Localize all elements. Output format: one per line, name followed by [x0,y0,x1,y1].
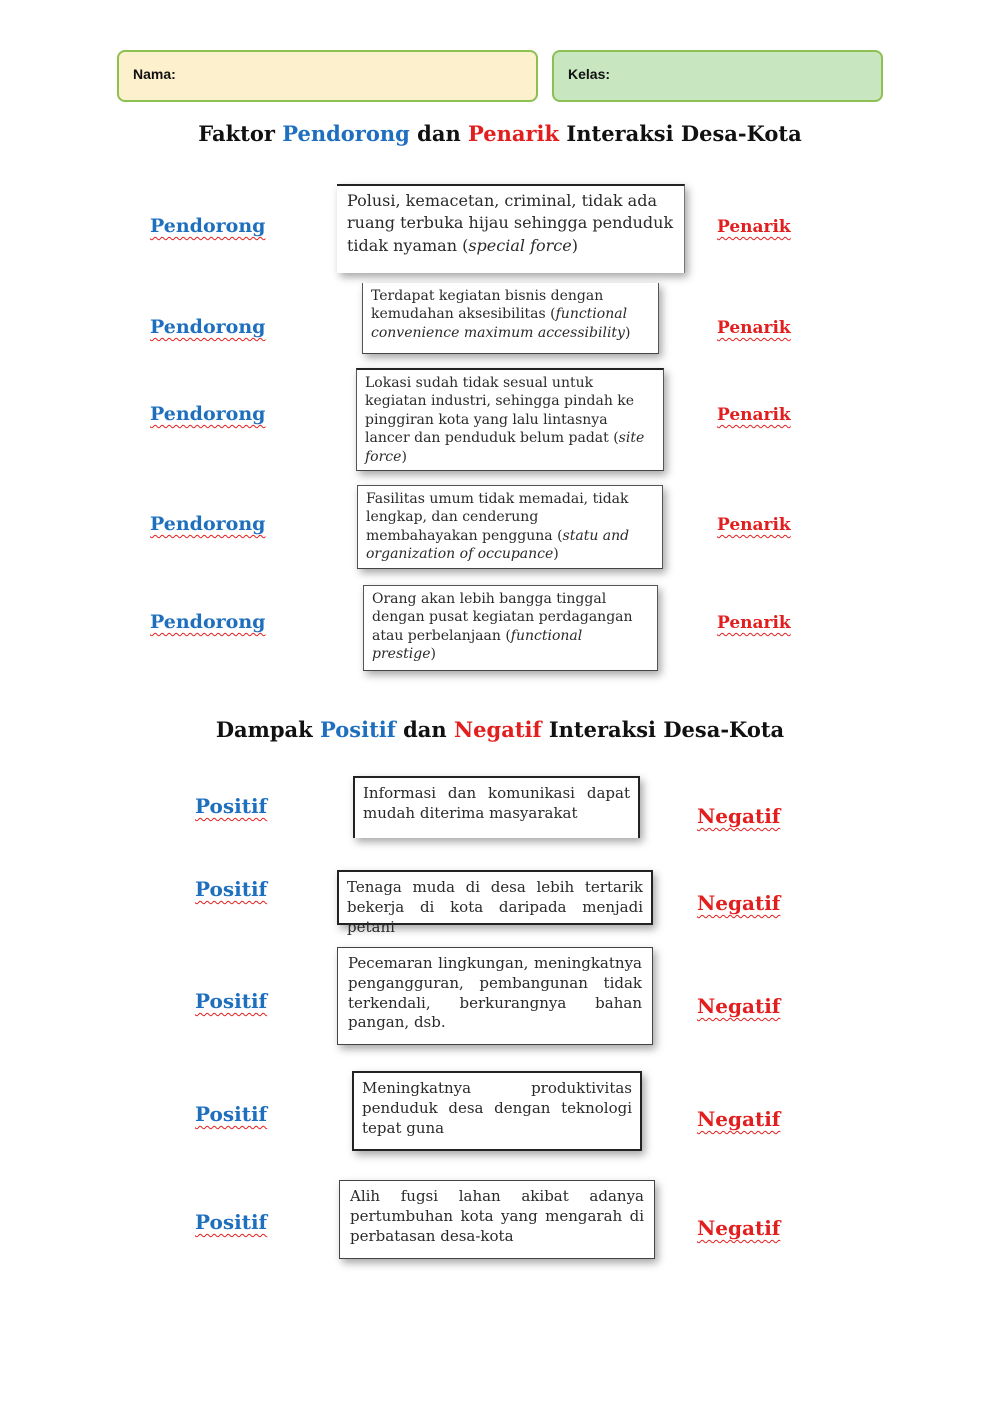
faktor-card-3[interactable] [356,368,664,471]
nama-input-field[interactable] [117,50,538,102]
card-text-close: ) [553,546,559,563]
section2-title-positif: Positif [320,717,396,742]
card-italic-term: statu and organization of occupance [366,527,630,563]
pendorong-target-4[interactable]: Pendorong [150,513,266,535]
penarik-target-2[interactable]: Penarik [717,318,791,338]
negatif-target-2[interactable]: Negatif [697,891,781,915]
kelas-input-field[interactable] [552,50,883,102]
card-text: Lokasi sudah tidak sesual untuk kegiatan industri, sehingga pindah ke pinggiran kota yang lalu lintasnya lancer dan penduduk belum padat ( [365,375,635,447]
faktor-card-4[interactable] [357,485,663,569]
positif-target-1[interactable]: Positif [195,794,268,818]
card-text: Polusi, kemacetan, criminal, tidak ada ruang terbuka hijau sehingga penduduk tidak nyaman ( [347,191,674,255]
penarik-target-5[interactable]: Penarik [717,613,791,633]
positif-target-5[interactable]: Positif [195,1210,268,1234]
penarik-target-4[interactable]: Penarik [717,515,791,535]
card-text: Tenaga muda di desa lebih tertarik bekerja di kota daripada menjadi petani [347,878,643,936]
penarik-target-3[interactable]: Penarik [717,405,791,425]
card-text: Meningkatnya produktivitas penduduk desa dengan teknologi tepat guna [362,1079,632,1137]
card-text-close: ) [401,448,407,465]
card-text: Terdapat kegiatan bisnis dengan kemudahan aksesibilitas ( [371,288,604,323]
dampak-card-1[interactable] [353,776,640,838]
negatif-target-4[interactable]: Negatif [697,1107,781,1131]
section2-title-negatif: Negatif [453,717,542,742]
card-italic-term: functional prestige [372,627,583,663]
card-text-close: ) [571,235,578,255]
positif-target-4[interactable]: Positif [195,1102,268,1126]
faktor-card-5[interactable] [363,585,658,671]
section2-title-part: Interaksi Desa-Kota [541,717,785,742]
kelas-label: Kelas: [568,66,611,82]
card-italic-term: functional convenience maximum accessibility [371,306,628,341]
section1-title-part: Interaksi Desa-Kota [559,121,802,146]
pendorong-target-2[interactable]: Pendorong [150,316,266,338]
pendorong-target-1[interactable]: Pendorong [150,215,266,237]
dampak-card-3[interactable] [337,947,653,1045]
section1-title-part: dan [409,121,469,146]
section1-title-penarik: Penarik [468,121,560,146]
negatif-target-3[interactable]: Negatif [697,994,781,1018]
section2-title [0,717,1000,742]
penarik-target-1[interactable]: Penarik [717,217,791,237]
pendorong-target-5[interactable]: Pendorong [150,611,266,633]
card-text: Orang akan lebih bangga tinggal dengan pusat kegiatan perdagangan atau perbelanjaan ( [372,591,633,644]
negatif-target-1[interactable]: Negatif [697,804,781,828]
section2-title-part: dan [395,717,454,742]
pendorong-target-3[interactable]: Pendorong [150,403,266,425]
faktor-card-2[interactable] [362,283,659,354]
section1-title [0,121,1000,146]
section1-title-part: Faktor [198,121,283,146]
card-text: Pecemaran lingkungan, meningkatnya pengangguran, pembangunan tidak terkendali, berkurangnya bahan pangan, dsb. [348,954,642,1032]
card-italic-term: site force [365,430,645,465]
card-text: Informasi dan komunikasi dapat mudah diterima masyarakat [363,784,630,822]
dampak-card-4[interactable] [352,1071,642,1151]
nama-label: Nama: [133,66,176,82]
positif-target-3[interactable]: Positif [195,989,268,1013]
dampak-card-2[interactable] [337,870,653,936]
negatif-target-5[interactable]: Negatif [697,1216,781,1240]
card-text-close: ) [624,324,631,341]
card-text: Fasilitas umum tidak memadai, tidak lengkap, dan cenderung membahayakan pengguna ( [366,491,629,544]
section2-title-part: Dampak [215,717,321,742]
card-text-close: ) [430,646,436,663]
section1-title-pendorong: Pendorong [282,121,410,146]
card-italic-term: special force [468,235,572,255]
faktor-card-1[interactable] [337,184,685,273]
card-text: Alih fugsi lahan akibat adanya pertumbuhan kota yang mengarah di perbatasan desa-kota [350,1187,644,1245]
dampak-card-5[interactable] [339,1180,655,1259]
positif-target-2[interactable]: Positif [195,877,268,901]
